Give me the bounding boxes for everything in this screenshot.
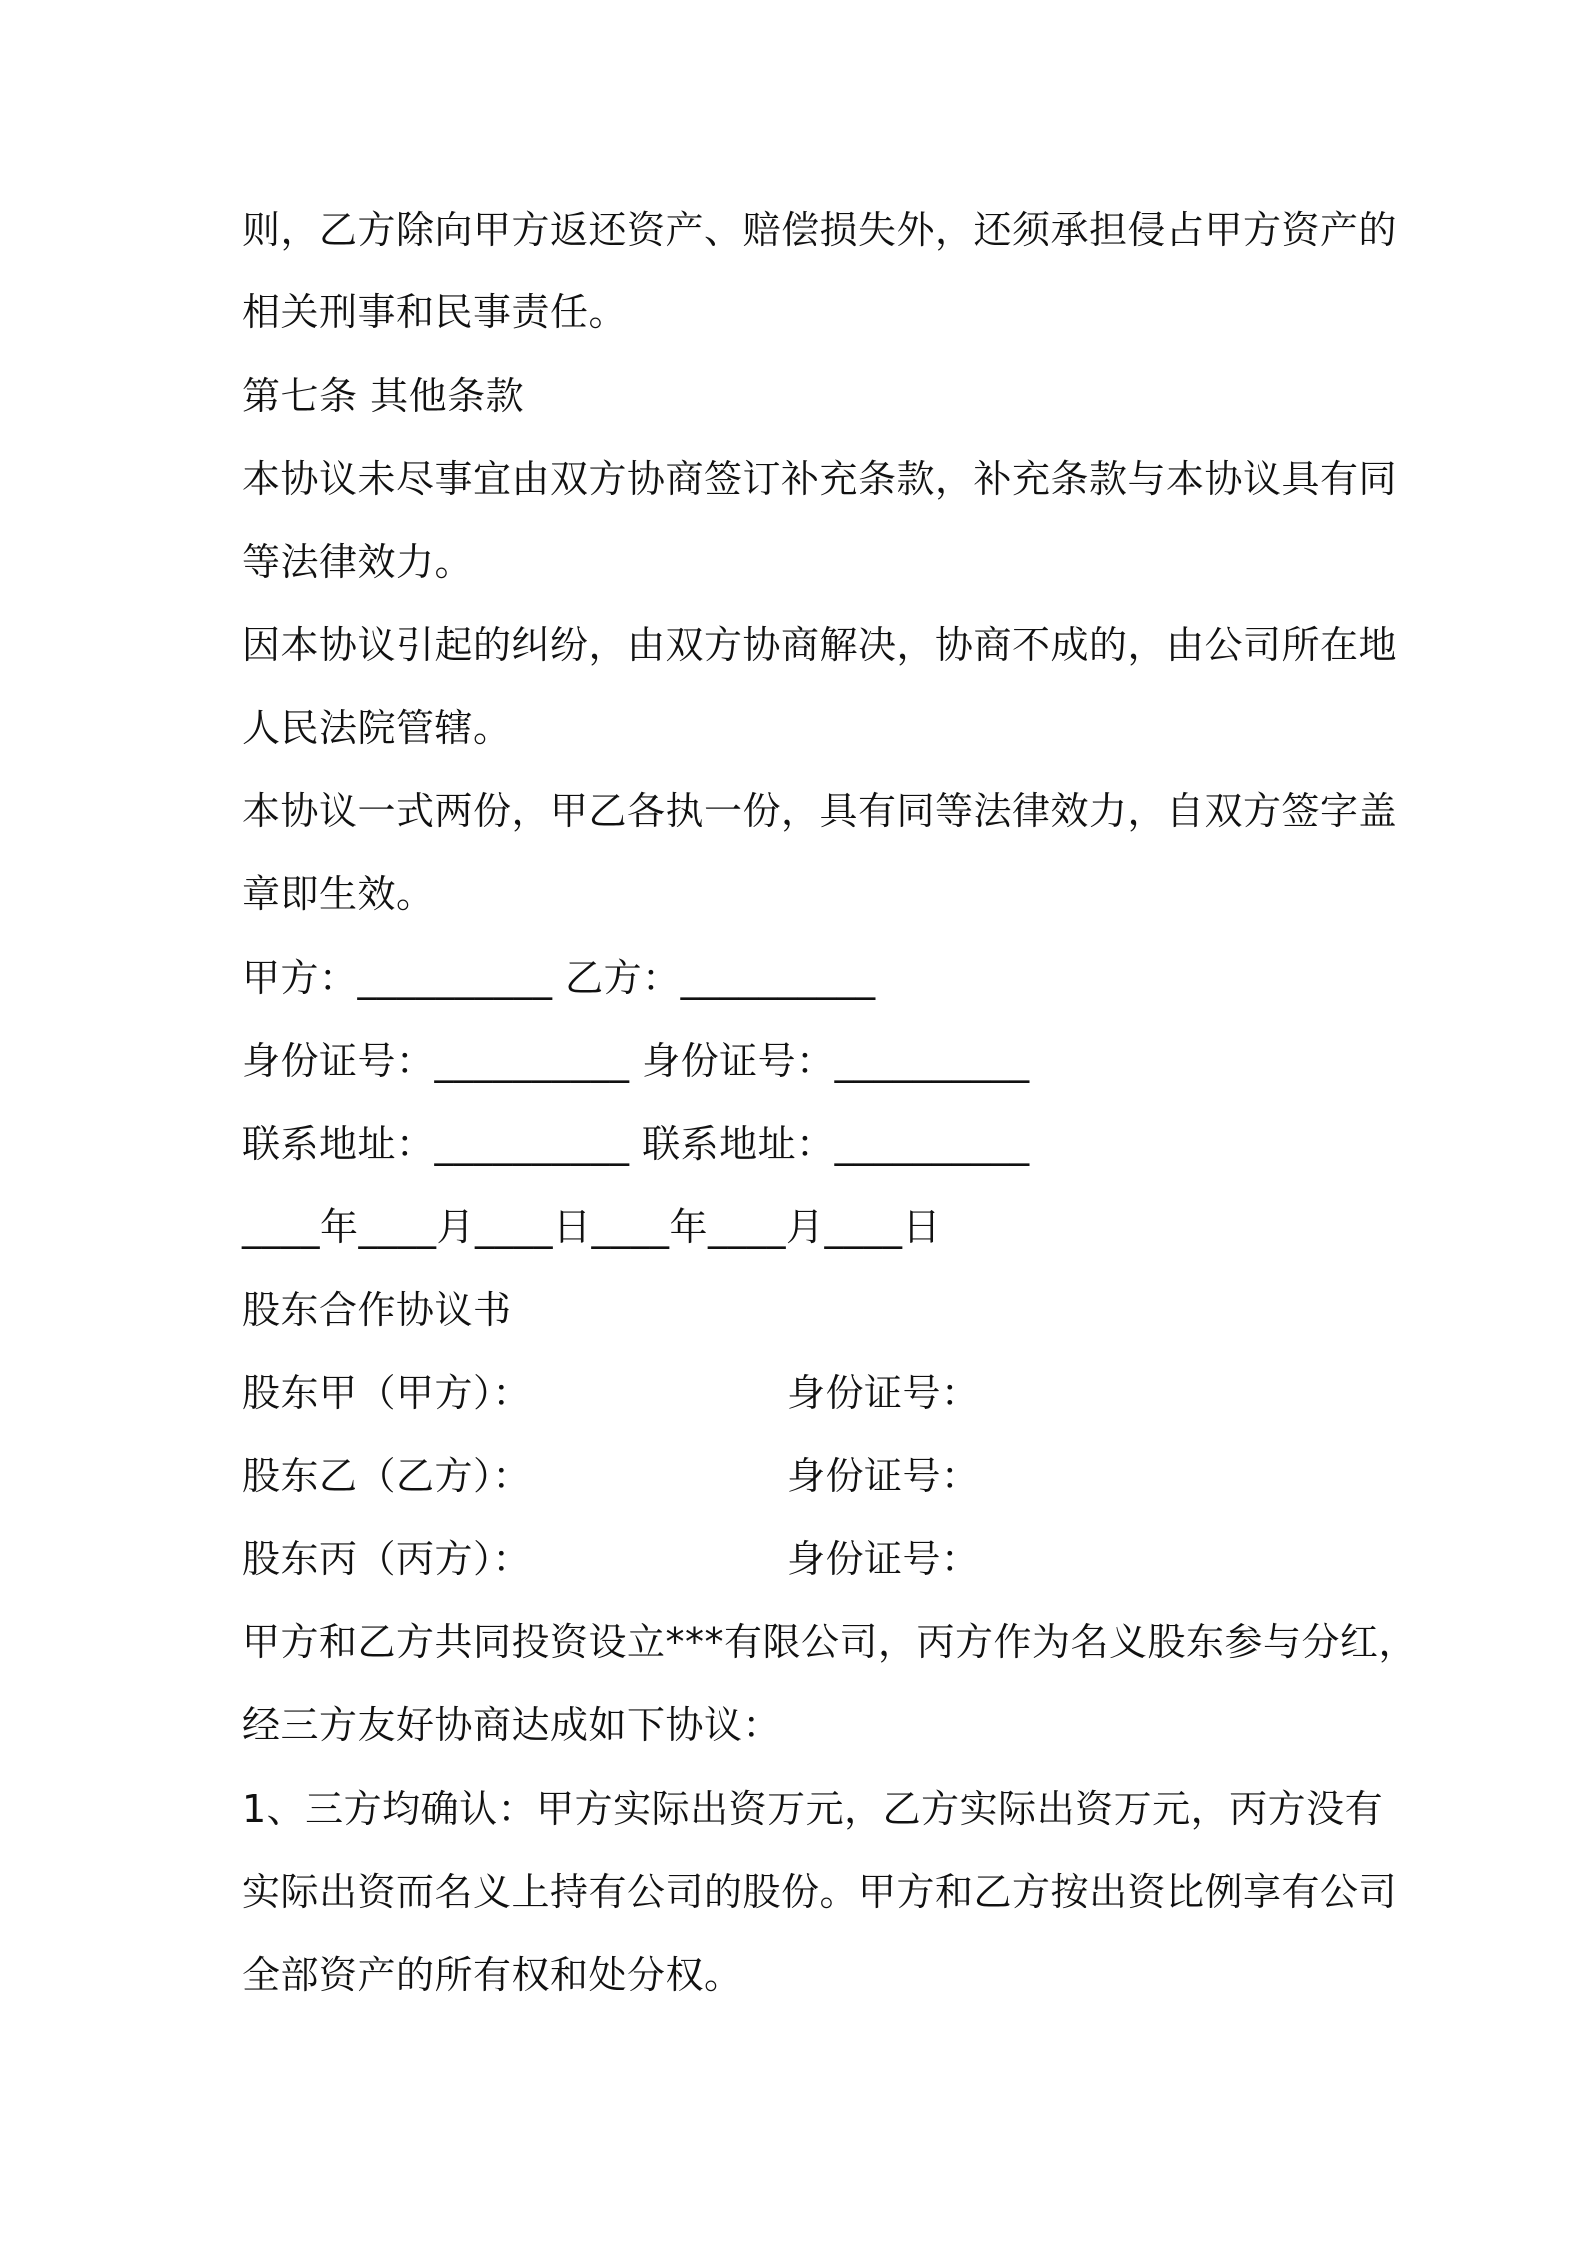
paragraph-line: 章即生效。 <box>242 872 435 916</box>
paragraph-line: 甲方和乙方共同投资设立***有限公司，丙方作为名义股东参与分红， <box>242 1620 1418 1664</box>
id-number-label: 身份证号： <box>787 1371 980 1415</box>
signature-line-address: 联系地址：__________ 联系地址：__________ <box>242 1122 1030 1166</box>
paragraph-line: 因本协议引起的纠纷，由双方协商解决，协商不成的，由公司所在地 <box>242 623 1398 667</box>
shareholder-label: 股东甲（甲方）： <box>242 1371 532 1415</box>
paragraph-line: 本协议一式两份，甲乙各执一份，具有同等法律效力，自双方签字盖 <box>242 789 1398 833</box>
paragraph-line: 1、三方均确认：甲方实际出资万元，乙方实际出资万元，丙方没有 <box>242 1787 1384 1831</box>
paragraph-line: 相关刑事和民事责任。 <box>242 290 628 334</box>
shareholder-label: 股东乙（乙方）： <box>242 1454 532 1498</box>
paragraph-line: 全部资产的所有权和处分权。 <box>242 1953 743 1997</box>
signature-line-date: ____年____月____日____年____月____日 <box>242 1205 942 1249</box>
paragraph-line: 实际出资而名义上持有公司的股份。甲方和乙方按出资比例享有公司 <box>242 1870 1398 1914</box>
signature-line-party: 甲方：__________ 乙方：__________ <box>242 956 876 1000</box>
paragraph-line: 等法律效力。 <box>242 540 474 584</box>
paragraph-line: 经三方友好协商达成如下协议： <box>242 1703 782 1747</box>
shareholder-row <box>242 1369 1362 1417</box>
paragraph-line: 则，乙方除向甲方返还资产、赔偿损失外，还须承担侵占甲方资产的 <box>242 208 1398 252</box>
paragraph-line: 人民法院管辖。 <box>242 706 512 750</box>
paragraph-line: 本协议未尽事宜由双方协商签订补充条款，补充条款与本协议具有同 <box>242 457 1398 501</box>
signature-line-id: 身份证号：__________ 身份证号：__________ <box>242 1039 1030 1083</box>
id-number-label: 身份证号： <box>787 1454 980 1498</box>
shareholder-label: 股东丙（丙方）： <box>242 1537 532 1581</box>
section-heading: 第七条 其他条款 <box>242 374 525 418</box>
id-number-label: 身份证号： <box>787 1537 980 1581</box>
shareholder-row <box>242 1535 1362 1583</box>
document-title: 股东合作协议书 <box>242 1288 512 1332</box>
shareholder-row <box>242 1452 1362 1500</box>
